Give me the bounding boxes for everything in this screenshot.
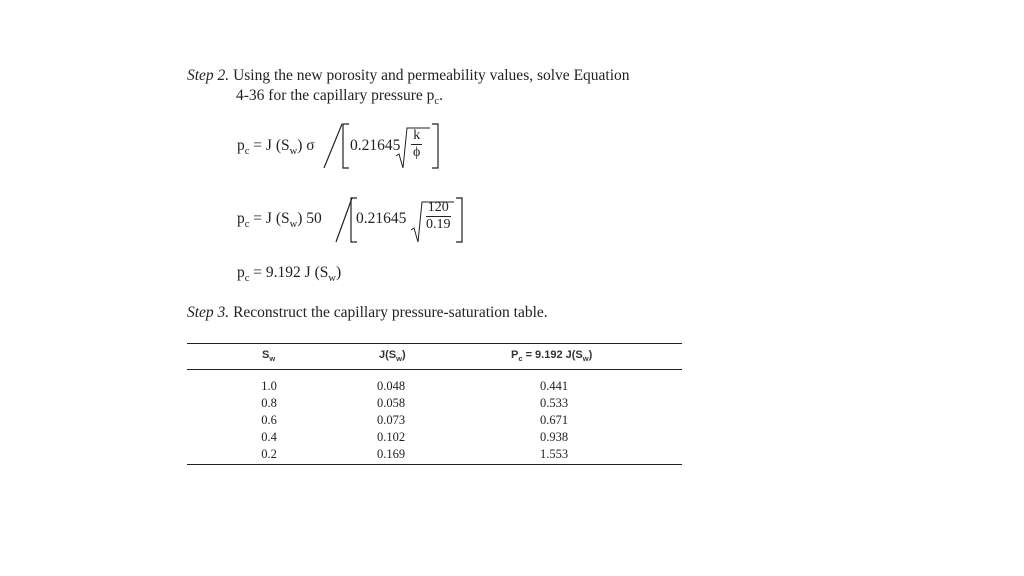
table-column-j	[346, 378, 436, 463]
equation-1-fraction	[411, 128, 422, 161]
table-cell: 0.6	[261, 413, 277, 427]
table-bottom-rule	[187, 464, 682, 465]
step2-line2: 4-36 for the capillary pressure $p_c$.	[236, 87, 443, 107]
table-cell: 1.553	[539, 447, 569, 461]
table-column-pc	[509, 378, 599, 463]
table-cell: 0.102	[376, 430, 406, 444]
table-header-rule	[187, 369, 682, 370]
equation-3: $p_c = 9.192$ J $(S_w)$	[237, 264, 342, 284]
step3-line	[187, 303, 548, 323]
table-cell: 0.2	[261, 447, 277, 461]
step3-label: Step 3.	[187, 304, 230, 321]
table-header-j: $J(S_w)$	[379, 349, 406, 363]
table-cell: 0.169	[376, 447, 406, 461]
equation-2-denominator: 0.19	[426, 217, 451, 232]
table-cell: 0.533	[539, 396, 569, 410]
step2-label: Step 2.	[187, 67, 230, 84]
table-cell: 0.671	[539, 413, 569, 427]
table-cell: 0.8	[261, 396, 277, 410]
equation-1-numerator: k	[413, 128, 421, 143]
equation-1-denominator: ϕ	[413, 145, 421, 160]
table-cell: 1.0	[261, 379, 277, 393]
table-cell: 0.058	[376, 396, 406, 410]
equation-1-coef: 0.21645	[350, 137, 401, 154]
equation-2-numerator: 120	[427, 200, 449, 215]
table-cell: 0.938	[539, 430, 569, 444]
table-top-rule	[187, 343, 682, 344]
table-cell: 0.048	[376, 379, 406, 393]
equation-2-fraction	[424, 200, 453, 233]
table-header-pc: $P_c = 9.192$ $J(S_w)$	[511, 349, 593, 363]
equation-2-coef: 0.21645	[356, 210, 407, 227]
step2-line1	[187, 66, 630, 86]
table-column-sw	[224, 378, 314, 463]
table-header-sw: $S_w$	[262, 349, 276, 363]
table-cell: 0.441	[539, 379, 569, 393]
step3-text: Reconstruct the capillary pressure-saturation table.	[233, 304, 548, 321]
table-cell: 0.4	[261, 430, 277, 444]
table-cell: 0.073	[376, 413, 406, 427]
equation-1-lhs: $p_c = J$ $(S_w)$ σ	[237, 137, 315, 157]
step2-text: Using the new porosity and permeability values, solve Equation	[233, 67, 630, 84]
equation-2-lhs: $p_c = J$ $(S_w)$ 50	[237, 210, 322, 230]
